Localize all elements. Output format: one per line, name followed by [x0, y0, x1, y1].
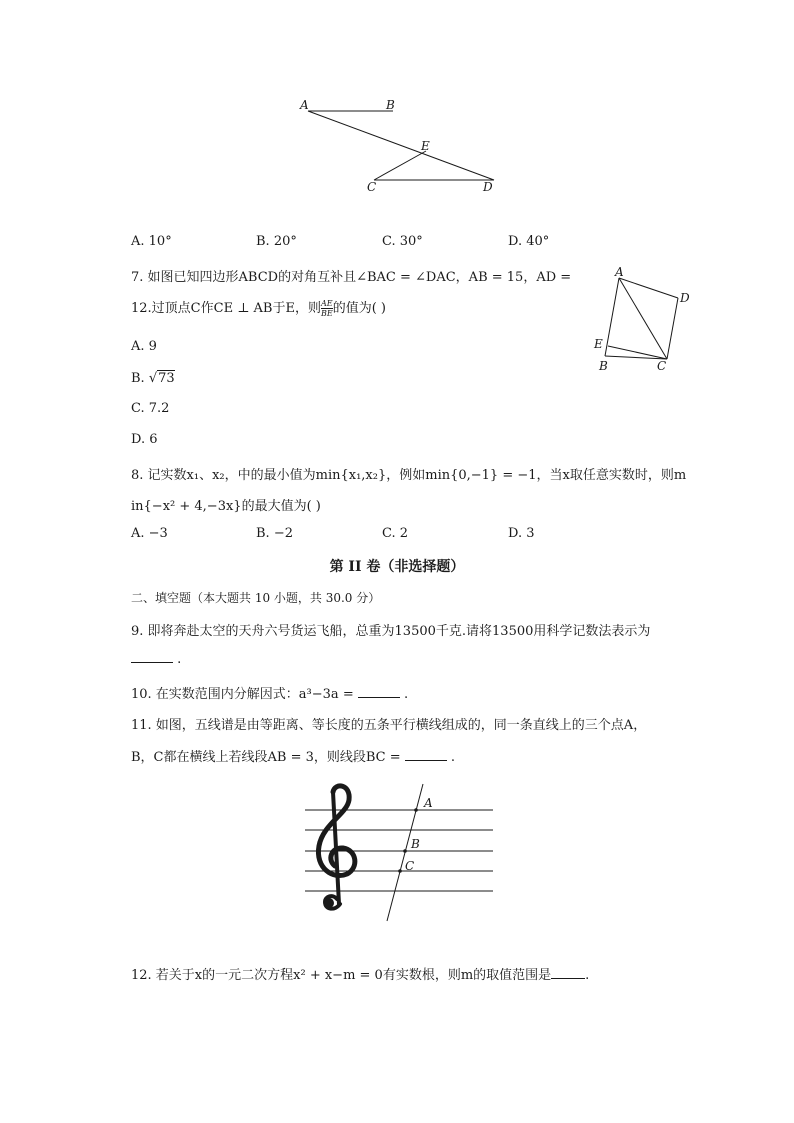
q7-option-b-prefix: B. [131, 371, 149, 386]
point-c [398, 869, 402, 873]
label-a: A [615, 265, 624, 279]
q12-answer-blank [551, 968, 585, 979]
sqrt-icon: √ [148, 371, 158, 386]
q9-line2-end: . [173, 652, 182, 667]
q7-option-a: A. 9 [131, 339, 157, 354]
q7-line2 [131, 297, 386, 318]
label-d: D [483, 180, 493, 194]
q11-end: . [446, 750, 456, 765]
q11-line2 [131, 746, 455, 765]
label-e: E [594, 337, 603, 351]
label-b: B [599, 359, 608, 373]
clef-tail-dot [324, 898, 334, 908]
q9-answer-blank [131, 652, 173, 663]
segment-ac [619, 278, 667, 359]
q11-line2-text: B，C都在横线上若线段AB = 3，则线段BC = [131, 750, 405, 765]
q9-line1: 9. 即将奔赴太空的天舟六号货运飞船，总重为13500千克.请将13500用科学记数法表示为 [131, 624, 651, 639]
q7-line2-b: 的值为( ) [332, 301, 386, 316]
q7-line2-a: 12.过顶点C作CE ⊥ AB于E，则 [131, 301, 321, 316]
point-b [403, 849, 407, 853]
q8-option-a: A. −3 [131, 526, 168, 541]
q6-option-c: C. 30° [382, 234, 423, 249]
section2-heading: 二、填空题（本大题共 10 小题，共 30.0 分） [131, 591, 381, 605]
q7-line1: 7. 如图已知四边形ABCD的对角互补且∠BAC = ∠DAC，AB = 15，AD = [131, 270, 572, 285]
q6-option-b: B. 20° [256, 234, 297, 249]
q7-option-d: D. 6 [131, 432, 158, 447]
q9-line2 [131, 652, 181, 667]
q7-option-b [131, 370, 175, 386]
q8-line1: 8. 记实数x₁、x₂，中的最小值为min{x₁,x₂}，例如min{0,−1} = −1，当x取任意实数时，则m [131, 468, 687, 483]
q6-option-d: D. 40° [508, 234, 550, 249]
q8-option-d: D. 3 [508, 526, 535, 541]
q7-figure [590, 264, 700, 376]
q8-option-c: C. 2 [382, 526, 409, 541]
label-c: C [367, 180, 377, 194]
q6-figure [290, 90, 510, 200]
q11-figure [295, 776, 500, 926]
treble-clef-icon [318, 786, 354, 909]
q6-option-a: A. 10° [131, 234, 172, 249]
q10-line [131, 683, 408, 702]
label-e: E [421, 139, 430, 153]
part2-title: 第 II 卷（非选择题） [329, 559, 465, 575]
segment-ab [605, 278, 619, 356]
label-b: B [386, 98, 395, 112]
q7-option-c: C. 7.2 [131, 401, 170, 416]
segment-cd [667, 298, 678, 359]
label-a: A [424, 796, 433, 810]
point-a [414, 808, 418, 812]
segment-ce [374, 151, 426, 180]
q7-fraction [321, 299, 333, 318]
segment-da [619, 278, 678, 298]
label-b: B [411, 837, 420, 851]
q10-answer-blank [358, 687, 400, 698]
segment-ad [308, 111, 494, 180]
q8-line2: in{−x² + 4,−3x}的最大值为( ) [131, 499, 321, 514]
label-c: C [405, 859, 415, 873]
q11-line1: 11. 如图，五线谱是由等距离、等长度的五条平行横线组成的，同一条直线上的三个点A， [131, 718, 647, 733]
q10-end: . [399, 687, 409, 702]
q11-answer-blank [405, 750, 447, 761]
q8-option-b: B. −2 [256, 526, 293, 541]
fraction-denominator: BE [320, 309, 333, 318]
q12-line [131, 964, 589, 983]
sqrt-radicand: 73 [158, 371, 175, 386]
label-c: C [657, 359, 667, 373]
label-a: A [300, 98, 309, 112]
q12-text: 12. 若关于x的一元二次方程x² + x−m = 0有实数根，则m的取值范围是 [131, 968, 552, 983]
q12-end: . [585, 968, 590, 983]
q10-text: 10. 在实数范围内分解因式：a³−3a = [131, 687, 358, 702]
fraction-numerator: AE [321, 299, 333, 308]
label-d: D [680, 291, 690, 305]
